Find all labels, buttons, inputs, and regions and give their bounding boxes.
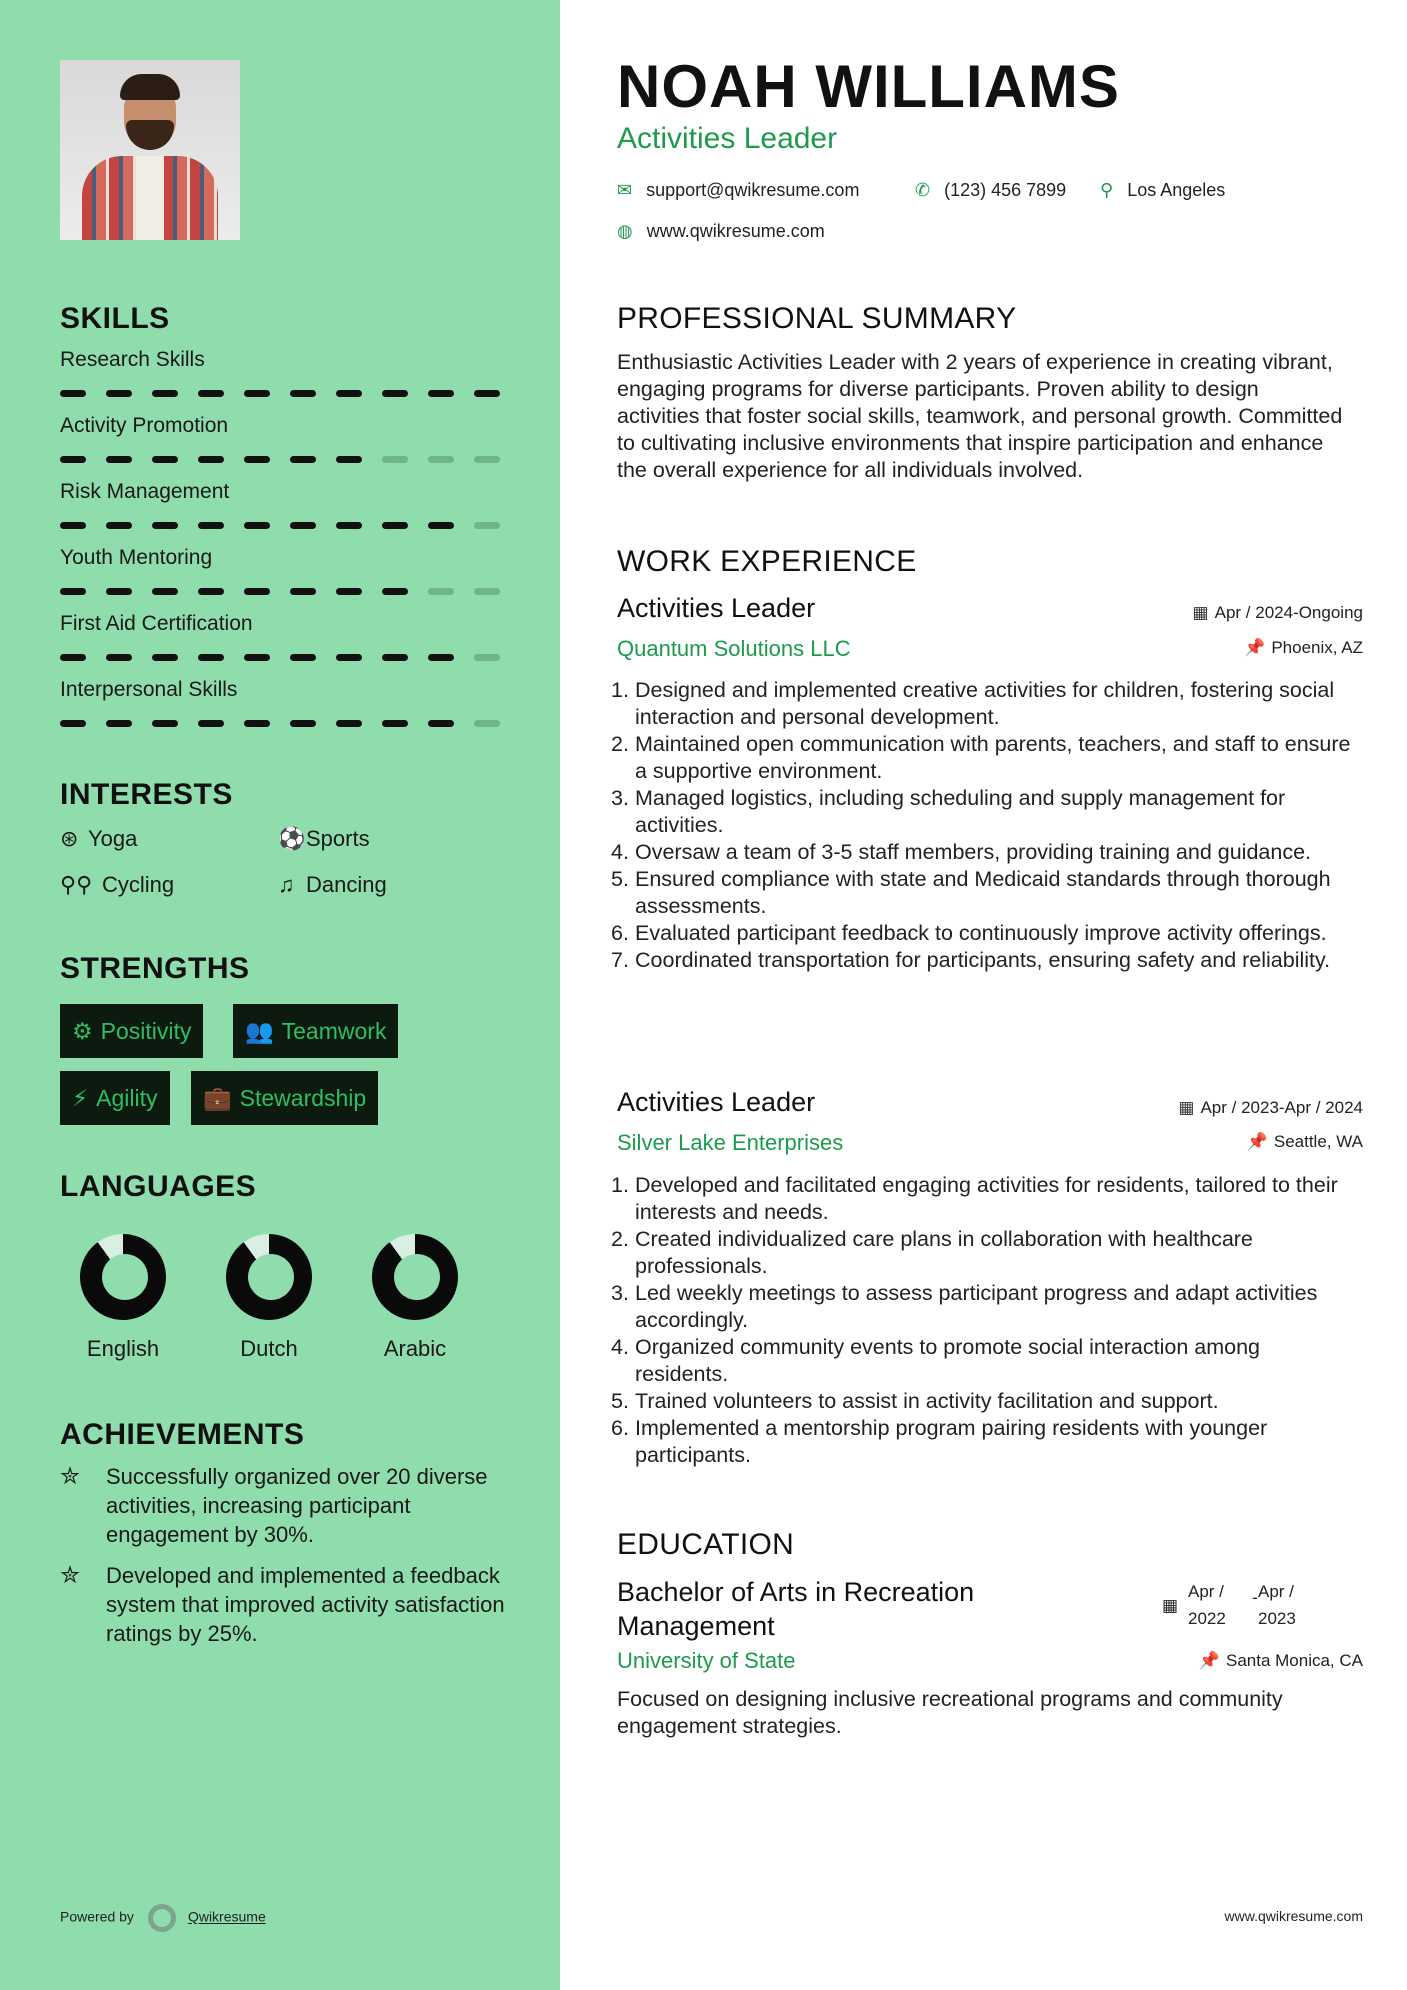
list-number: 4. xyxy=(611,840,629,864)
calendar-icon: ▦ xyxy=(1162,1596,1179,1615)
skill-level-segment xyxy=(290,456,316,463)
strength-badge-teamwork: 👥 Teamwork xyxy=(233,1004,398,1058)
brand-link[interactable]: Qwikresume xyxy=(187,1908,266,1925)
gear-icon: ⚙ xyxy=(72,1018,93,1044)
list-number: 5. xyxy=(611,867,629,891)
skill-level-segment xyxy=(244,390,270,397)
interests-title: INTERESTS xyxy=(60,778,233,811)
contact-phone[interactable]: ✆ (123) 456 7899 xyxy=(915,180,1067,200)
list-number: 2. xyxy=(611,1227,629,1251)
languages-title: LANGUAGES xyxy=(60,1170,257,1203)
skill-level-segment xyxy=(290,390,316,397)
calendar-icon: ▦ xyxy=(1192,603,1209,622)
sidebar xyxy=(0,0,560,1990)
skill-level-segment xyxy=(474,456,500,463)
list-item xyxy=(611,839,1357,866)
interest-cycling: ⚲⚲ Cycling xyxy=(60,872,175,897)
skill-level-segment xyxy=(198,522,224,529)
bicycle-icon: ⚲⚲ xyxy=(60,872,93,897)
candidate-role: Activities Leader xyxy=(617,122,838,155)
skill-level-segment xyxy=(382,522,408,529)
list-item-text: Maintained open communication with parents, teachers, and staff to ensure a supportive environment. xyxy=(635,732,1351,783)
list-item-text: Organized community events to promote social interaction among residents. xyxy=(635,1335,1261,1386)
summary-text: Enthusiastic Activities Leader with 2 years of experience in creating vibrant, engaging programs for diverse participants. Proven ability to design activities that foster social skills, teamwork, and personal growth. Committed to cultivating inclusive environments that inspire participation and enhance the overall experience for all individuals involved. xyxy=(617,350,1343,482)
proficiency-ring-hole xyxy=(248,1254,294,1300)
list-item xyxy=(611,947,1357,974)
achievement-item: ✮ Developed and implemented a feedback system that improved activity satisfaction ratings by 25%. xyxy=(60,1562,505,1646)
list-item-text: Developed and facilitated engaging activities for residents, tailored to their interests and needs. xyxy=(635,1173,1338,1224)
summary-title: PROFESSIONAL SUMMARY xyxy=(617,302,1017,335)
skill-level-segment xyxy=(244,588,270,595)
skill-level-segment xyxy=(290,522,316,529)
job-title: Activities Leader xyxy=(617,593,816,623)
list-item xyxy=(611,1172,1357,1226)
contact-website[interactable]: ◍ www.qwikresume.com xyxy=(617,221,825,241)
skill-level-segment xyxy=(336,588,362,595)
music-note-icon: ♫ xyxy=(278,872,295,897)
skill-label: First Aid Certification xyxy=(60,612,253,635)
skill-level-segment xyxy=(60,654,86,661)
skill-level-segment xyxy=(106,390,132,397)
list-item xyxy=(611,1226,1357,1280)
school-location: 📌 Santa Monica, CA xyxy=(1198,1651,1363,1670)
list-item xyxy=(611,1334,1357,1388)
skill-label: Activity Promotion xyxy=(60,414,229,437)
list-item xyxy=(611,677,1357,731)
skill-level-segment xyxy=(152,588,178,595)
skill-level-segment xyxy=(106,720,132,727)
skill-level-segment xyxy=(336,522,362,529)
bolt-icon: ⚡ xyxy=(72,1085,89,1111)
briefcase-icon: 💼 xyxy=(203,1085,232,1111)
list-number: 1. xyxy=(611,678,629,702)
list-item-text: Ensured compliance with state and Medicaid standards through thorough assessments. xyxy=(635,867,1331,918)
skill-level-bar xyxy=(60,456,500,463)
experience-title: WORK EXPERIENCE xyxy=(617,545,917,578)
list-number: 7. xyxy=(611,948,629,972)
skill-level-segment xyxy=(106,522,132,529)
skill-level-bar xyxy=(60,654,500,661)
job-location: 📌 Phoenix, AZ xyxy=(1244,638,1363,657)
skill-level-segment xyxy=(428,588,454,595)
skill-level-segment xyxy=(152,654,178,661)
list-item xyxy=(611,866,1357,920)
skill-level-segment xyxy=(152,456,178,463)
footer-url[interactable]: www.qwikresume.com xyxy=(1224,1908,1363,1924)
skill-level-segment xyxy=(152,390,178,397)
skill-label: Interpersonal Skills xyxy=(60,678,238,701)
skill-level-segment xyxy=(106,654,132,661)
list-item-text: Oversaw a team of 3-5 staff members, providing training and guidance. xyxy=(635,840,1312,864)
strength-badge-positivity: ⚙ Positivity xyxy=(60,1004,203,1058)
skill-level-segment xyxy=(474,654,500,661)
list-item xyxy=(611,1388,1357,1415)
interest-dancing: ♫ Dancing xyxy=(278,872,387,897)
skill-level-segment xyxy=(428,654,454,661)
list-item xyxy=(611,785,1357,839)
skills-title: SKILLS xyxy=(60,302,170,335)
skill-level-segment xyxy=(428,390,454,397)
pin-icon: 📌 xyxy=(1244,638,1266,657)
job-responsibilities xyxy=(611,1172,1357,1469)
list-item-text: Implemented a mentorship program pairing residents with younger participants. xyxy=(635,1416,1268,1467)
skill-level-segment xyxy=(382,588,408,595)
candidate-name: NOAH WILLIAMS xyxy=(617,53,1120,120)
language-label: Dutch xyxy=(240,1336,298,1361)
strengths-title: STRENGTHS xyxy=(60,952,250,985)
skill-level-segment xyxy=(382,654,408,661)
soccer-ball-icon: ⚽ xyxy=(278,826,306,851)
job-company: Quantum Solutions LLC xyxy=(617,636,851,661)
skill-level-segment xyxy=(244,654,270,661)
job-dates: ▦ Apr / 2023-Apr / 2024 xyxy=(1178,1098,1363,1117)
map-pin-icon: ⚲ xyxy=(1100,180,1114,200)
skill-level-segment xyxy=(290,654,316,661)
list-item xyxy=(611,1280,1357,1334)
job-dates: ▦ Apr / 2024-Ongoing xyxy=(1192,603,1363,622)
education-title: EDUCATION xyxy=(617,1528,795,1561)
skill-level-segment xyxy=(290,588,316,595)
interest-sports: ⚽Sports xyxy=(278,826,370,851)
skill-level-segment xyxy=(336,390,362,397)
phone-icon: ✆ xyxy=(915,180,931,200)
globe-icon: ◍ xyxy=(617,221,633,241)
job-responsibilities xyxy=(611,677,1357,974)
lifebuoy-icon: ⊛ xyxy=(60,826,79,851)
list-item xyxy=(611,731,1357,785)
list-item xyxy=(611,1415,1357,1469)
list-item-text: Designed and implemented creative activities for children, fostering social interaction and personal development. xyxy=(635,678,1335,729)
list-item-text: Evaluated participant feedback to continuously improve activity offerings. xyxy=(635,921,1327,945)
skill-level-segment xyxy=(60,390,86,397)
list-item-text: Created individualized care plans in collaboration with healthcare professionals. xyxy=(635,1227,1253,1278)
skill-level-bar xyxy=(60,720,500,727)
skill-level-segment xyxy=(474,522,500,529)
job-location: 📌 Seattle, WA xyxy=(1246,1132,1363,1151)
strength-badge-agility: ⚡ Agility xyxy=(60,1071,170,1125)
skill-level-segment xyxy=(60,588,86,595)
skill-level-segment xyxy=(198,654,224,661)
school-name: University of State xyxy=(617,1648,796,1673)
powered-by: Powered by Qwikresume xyxy=(60,1904,266,1932)
list-number: 4. xyxy=(611,1335,629,1359)
skill-level-segment xyxy=(428,456,454,463)
star-medal-icon: ✮ xyxy=(60,1562,81,1589)
list-number: 2. xyxy=(611,732,629,756)
skill-level-segment xyxy=(60,720,86,727)
skill-level-segment xyxy=(290,720,316,727)
skill-level-segment xyxy=(382,456,408,463)
achievements-title: ACHIEVEMENTS xyxy=(60,1418,305,1451)
language-donut xyxy=(370,1234,460,1320)
achievement-item: ✮ Successfully organized over 20 diverse activities, increasing participant engagement by 30%. xyxy=(60,1463,488,1547)
job-company: Silver Lake Enterprises xyxy=(617,1130,844,1155)
job-title: Activities Leader xyxy=(617,1087,816,1117)
list-number: 3. xyxy=(611,1281,629,1305)
skill-level-segment xyxy=(474,390,500,397)
list-item-text: Managed logistics, including scheduling and supply management for activities. xyxy=(635,786,1286,837)
skill-level-segment xyxy=(152,522,178,529)
skill-level-segment xyxy=(474,588,500,595)
qwikresume-logo-icon xyxy=(148,1904,176,1932)
skill-label: Youth Mentoring xyxy=(60,546,213,569)
contact-email[interactable]: ✉ support@qwikresume.com xyxy=(617,180,860,200)
skill-level-segment xyxy=(382,720,408,727)
skill-level-segment xyxy=(198,588,224,595)
skill-level-bar xyxy=(60,390,500,397)
profile-photo xyxy=(60,60,240,240)
skill-level-segment xyxy=(60,522,86,529)
skill-level-segment xyxy=(198,390,224,397)
skill-level-segment xyxy=(336,456,362,463)
list-item xyxy=(611,920,1357,947)
skill-level-segment xyxy=(474,720,500,727)
list-item-text: Coordinated transportation for participants, ensuring safety and reliability. xyxy=(635,948,1331,972)
strength-badge-stewardship: 💼 Stewardship xyxy=(191,1071,378,1125)
language-donut xyxy=(78,1234,168,1320)
skill-level-segment xyxy=(428,720,454,727)
skill-level-segment xyxy=(244,456,270,463)
contact-location: ⚲ Los Angeles xyxy=(1100,180,1226,200)
envelope-icon: ✉ xyxy=(617,180,633,200)
list-item-text: Trained volunteers to assist in activity facilitation and support. xyxy=(635,1389,1219,1413)
language-label: Arabic xyxy=(383,1336,447,1361)
calendar-icon: ▦ xyxy=(1178,1098,1195,1117)
skill-level-segment xyxy=(428,522,454,529)
skill-level-segment xyxy=(336,720,362,727)
interest-yoga: ⊛ Yoga xyxy=(60,826,138,851)
education-text: Focused on designing inclusive recreational programs and community engagement strategies. xyxy=(617,1687,1283,1738)
skill-level-bar xyxy=(60,522,500,529)
main-content: NOAH WILLIAMS Activities Leader ✉ support@qwikresume.com ✆ (123) 456 7899 ⚲ Los Angeles ◍ www.qwikresume.com PROFESSIONAL SUMMARY Enthusiastic Activities Leader with 2 years of experience in creating vibrant, engaging programs for diverse participants. Proven ability to design activities that foster social skills, teamwork, and personal growth. Committed to cultivating inclusive environments that inspire participation and enhance the overall experience for all individuals involved. WORK EXPERIENCE Activities Leader ▦ Apr / 2024-Ongoing Quantum Solutions LLC 📌 Phoenix, AZ 1. Designed and implemented creative activities for children, fostering social interaction and personal development. 2. Maintained open communication with parents, teachers, and staff to ensure a supportive environment. 3. Managed logistics, including scheduling and supply management for activities. 4. Oversaw a team of 3-5 staff members, providing training and guidance. 5. Ensured compliance with state and Medicaid standards through thorough assessments. 6. Evaluated participant feedback to continuously improve activity offerings. 7. Coordinated transportation for participants, ensuring safety and reliability. Activities Leader ▦ Apr / 2023-Apr / 2024 Silver Lake Enterprises 📌 Seattle, WA 1. Developed and facilitated engaging activities for residents, tailored to their interests and needs. 2. Created individualized care plans in collaboration with healthcare professionals. 3. Led weekly meetings to assess participant progress and adapt activities accordingly. 4. Organized community events to promote social interaction among residents. 5. Trained volunteers to assist in activity facilitation and support. 6. Implemented a mentorship program pairing residents with younger participants. EDUCATION Bachelor of Arts in Recreation Management ▦ Apr / 2022 - Apr / 2023 University of State 📌 Santa Monica, CA Focused on designing inclusive recreational programs and community engagement strategies. www.qwikresume.com xyxy=(560,0,1407,1990)
pin-icon: 📌 xyxy=(1246,1132,1268,1151)
language-label: English xyxy=(86,1336,160,1361)
pin-icon: 📌 xyxy=(1198,1651,1220,1670)
star-medal-icon: ✮ xyxy=(60,1463,81,1490)
skill-label: Research Skills xyxy=(60,348,205,371)
list-number: 6. xyxy=(611,921,629,945)
skill-level-segment xyxy=(382,390,408,397)
skill-level-segment xyxy=(60,456,86,463)
list-item-text: Led weekly meetings to assess participant progress and adapt activities accordingly. xyxy=(635,1281,1318,1332)
skill-level-segment xyxy=(106,456,132,463)
users-icon: 👥 xyxy=(245,1018,274,1044)
skill-level-segment xyxy=(106,588,132,595)
list-number: 3. xyxy=(611,786,629,810)
proficiency-ring-hole xyxy=(394,1254,440,1300)
degree-title: Bachelor of Arts in Recreation Management xyxy=(617,1577,975,1641)
list-number: 1. xyxy=(611,1173,629,1197)
list-number: 5. xyxy=(611,1389,629,1413)
skill-level-segment xyxy=(244,720,270,727)
skill-level-bar xyxy=(60,588,500,595)
skill-level-segment xyxy=(198,720,224,727)
skill-label: Risk Management xyxy=(60,480,230,503)
skill-level-segment xyxy=(198,456,224,463)
skill-level-segment xyxy=(244,522,270,529)
skill-level-segment xyxy=(336,654,362,661)
list-number: 6. xyxy=(611,1416,629,1440)
language-donut xyxy=(224,1234,314,1320)
skill-level-segment xyxy=(152,720,178,727)
proficiency-ring-hole xyxy=(102,1254,148,1300)
